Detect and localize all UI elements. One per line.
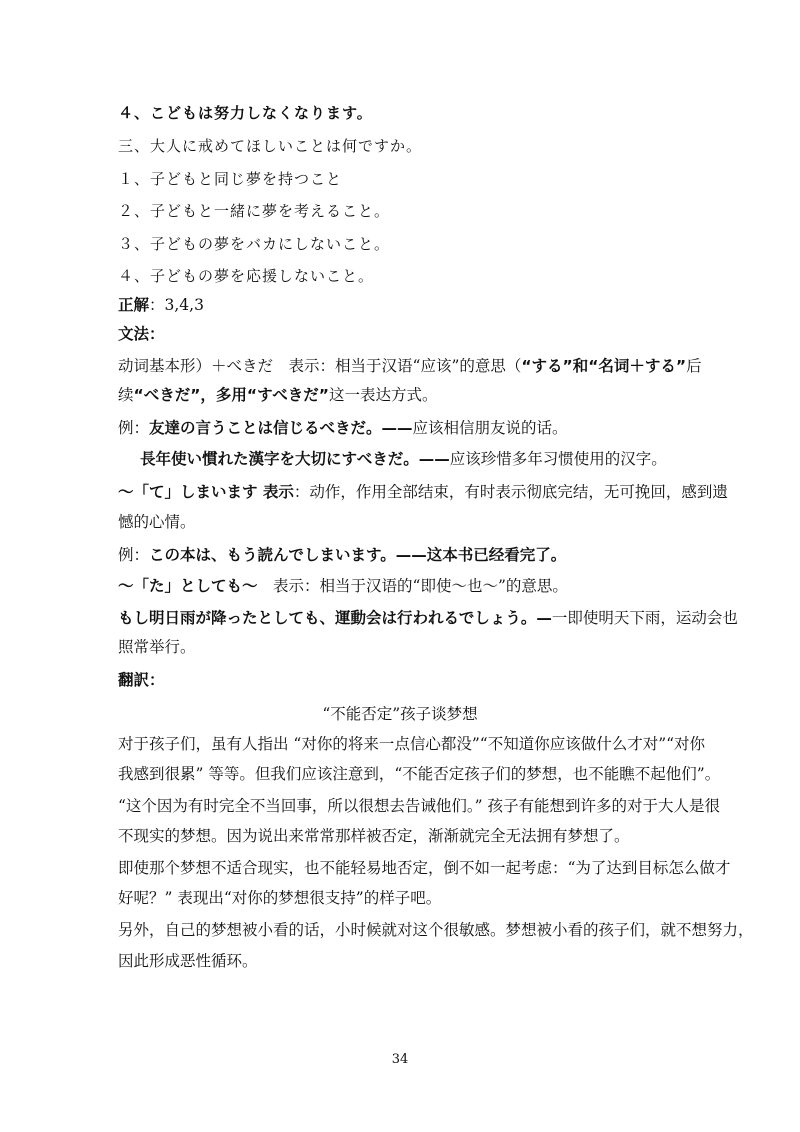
grammar-item-1 (118, 356, 702, 376)
translation-line: 对于孩子们，虽有人指出 “对你的将来一点信心都没”“不知道你应该做什么才对”“对你 (118, 735, 706, 753)
translation-line: 因此形成恶性循环。 (118, 952, 258, 970)
grammar-item-2 (118, 482, 728, 502)
grammar-text: 后 (686, 357, 702, 375)
option-line: ３、子どもの夢をバカにしないこと。 (118, 235, 391, 253)
grammar-item-3 (118, 576, 568, 596)
grammar-text: ：动作，作用全部结束，有时表示彻底完结，无可挽回，感到遗 (293, 483, 728, 501)
translation-line: 即使那个梦想不适合现实，也不能轻易地否定，倒不如一起考虑：“为了达到目标怎么做才 (118, 859, 731, 877)
grammar-text: 动词基本形）＋べきだ (118, 357, 274, 375)
option-line: ４、子どもの夢を応援しないこと。 (118, 267, 375, 285)
translation-line: “这个因为有时完全不当回事，所以很想去告诫他们。” 孩子有能想到许多的对于大人是很 (118, 797, 721, 815)
answer-line (118, 295, 204, 315)
translation-title: “不能否定”孩子谈梦想 (322, 705, 478, 723)
grammar-text: 表示：相当于汉语的“即使～也～”的意思。 (257, 577, 568, 595)
example-label: 例： (118, 546, 150, 564)
translation-line: 我感到很累” 等等。但我们应该注意到，“不能否定孩子们的梦想，也不能瞧不起他们”。 (118, 765, 721, 783)
answer-label: 正解 (118, 296, 150, 314)
translation-line: 好呢？” 表现出“对你的梦想很支持”的样子吧。 (118, 889, 442, 907)
example-3-cont: 照常举行。 (118, 638, 196, 656)
option-line: ２、子どもと一緒に夢を考えること。 (118, 202, 391, 220)
answer-value: ：3,4,3 (149, 296, 204, 314)
page-number: 34 (391, 1052, 409, 1067)
example-cn: 一即使明天下雨，运动会也 (551, 609, 738, 627)
example-cn: 应该珍惜多年习惯使用的汉字。 (449, 450, 667, 468)
example-jp: この本は、もう読んでしまいます。—— (149, 546, 427, 564)
grammar-heading: 文法： (118, 325, 165, 343)
grammar-jp: “する”和“名词＋する” (521, 357, 687, 375)
example-2 (118, 545, 566, 565)
example-jp: 長年使い慣れた漢字を大切にすべきだ。—— (140, 450, 450, 468)
example-jp: もし明日雨が降ったとしても、運動会は行われるでしょう。— (118, 609, 552, 627)
option-line: １、子どもと同じ夢を持つこと (118, 170, 343, 188)
translation-line: 另外，自己的梦想被小看的话，小时候就对这个很敏感。梦想被小看的孩子们，就不想努力， (118, 921, 754, 939)
example-cn: 应该相信朋友说的话。 (412, 419, 568, 437)
example-1b (140, 449, 667, 469)
option-line: ４、こどもは努力しなくなります。 (118, 104, 373, 122)
translation-heading: 翻訳： (118, 671, 165, 689)
grammar-jp: “べきだ”，多用“すべきだ” (133, 386, 329, 404)
grammar-text: 续 (118, 386, 134, 404)
example-jp: 友達の言うことは信じるべきだ。—— (149, 419, 413, 437)
example-cn: 这本书已经看完了。 (426, 546, 567, 564)
example-3 (118, 608, 738, 628)
grammar-item-2-cont: 憾的心情。 (118, 513, 196, 531)
question-3: 三、大人に戒めてほしいことは何ですか。 (118, 137, 423, 155)
grammar-jp: ～「た」としても～ (118, 577, 258, 595)
grammar-item-1-cont (118, 385, 437, 405)
translation-line: 不现实的梦想。因为说出来常常那样被否定，渐渐就完全无法拥有梦想了。 (118, 827, 630, 845)
example-label: 例： (118, 419, 150, 437)
example-1a (118, 418, 568, 438)
grammar-jp: ～「て」しまいます 表示 (118, 483, 294, 501)
grammar-text: 表示：相当于汉语“应该”的意思（ (273, 357, 522, 375)
grammar-text: 这一表达方式。 (328, 386, 438, 404)
